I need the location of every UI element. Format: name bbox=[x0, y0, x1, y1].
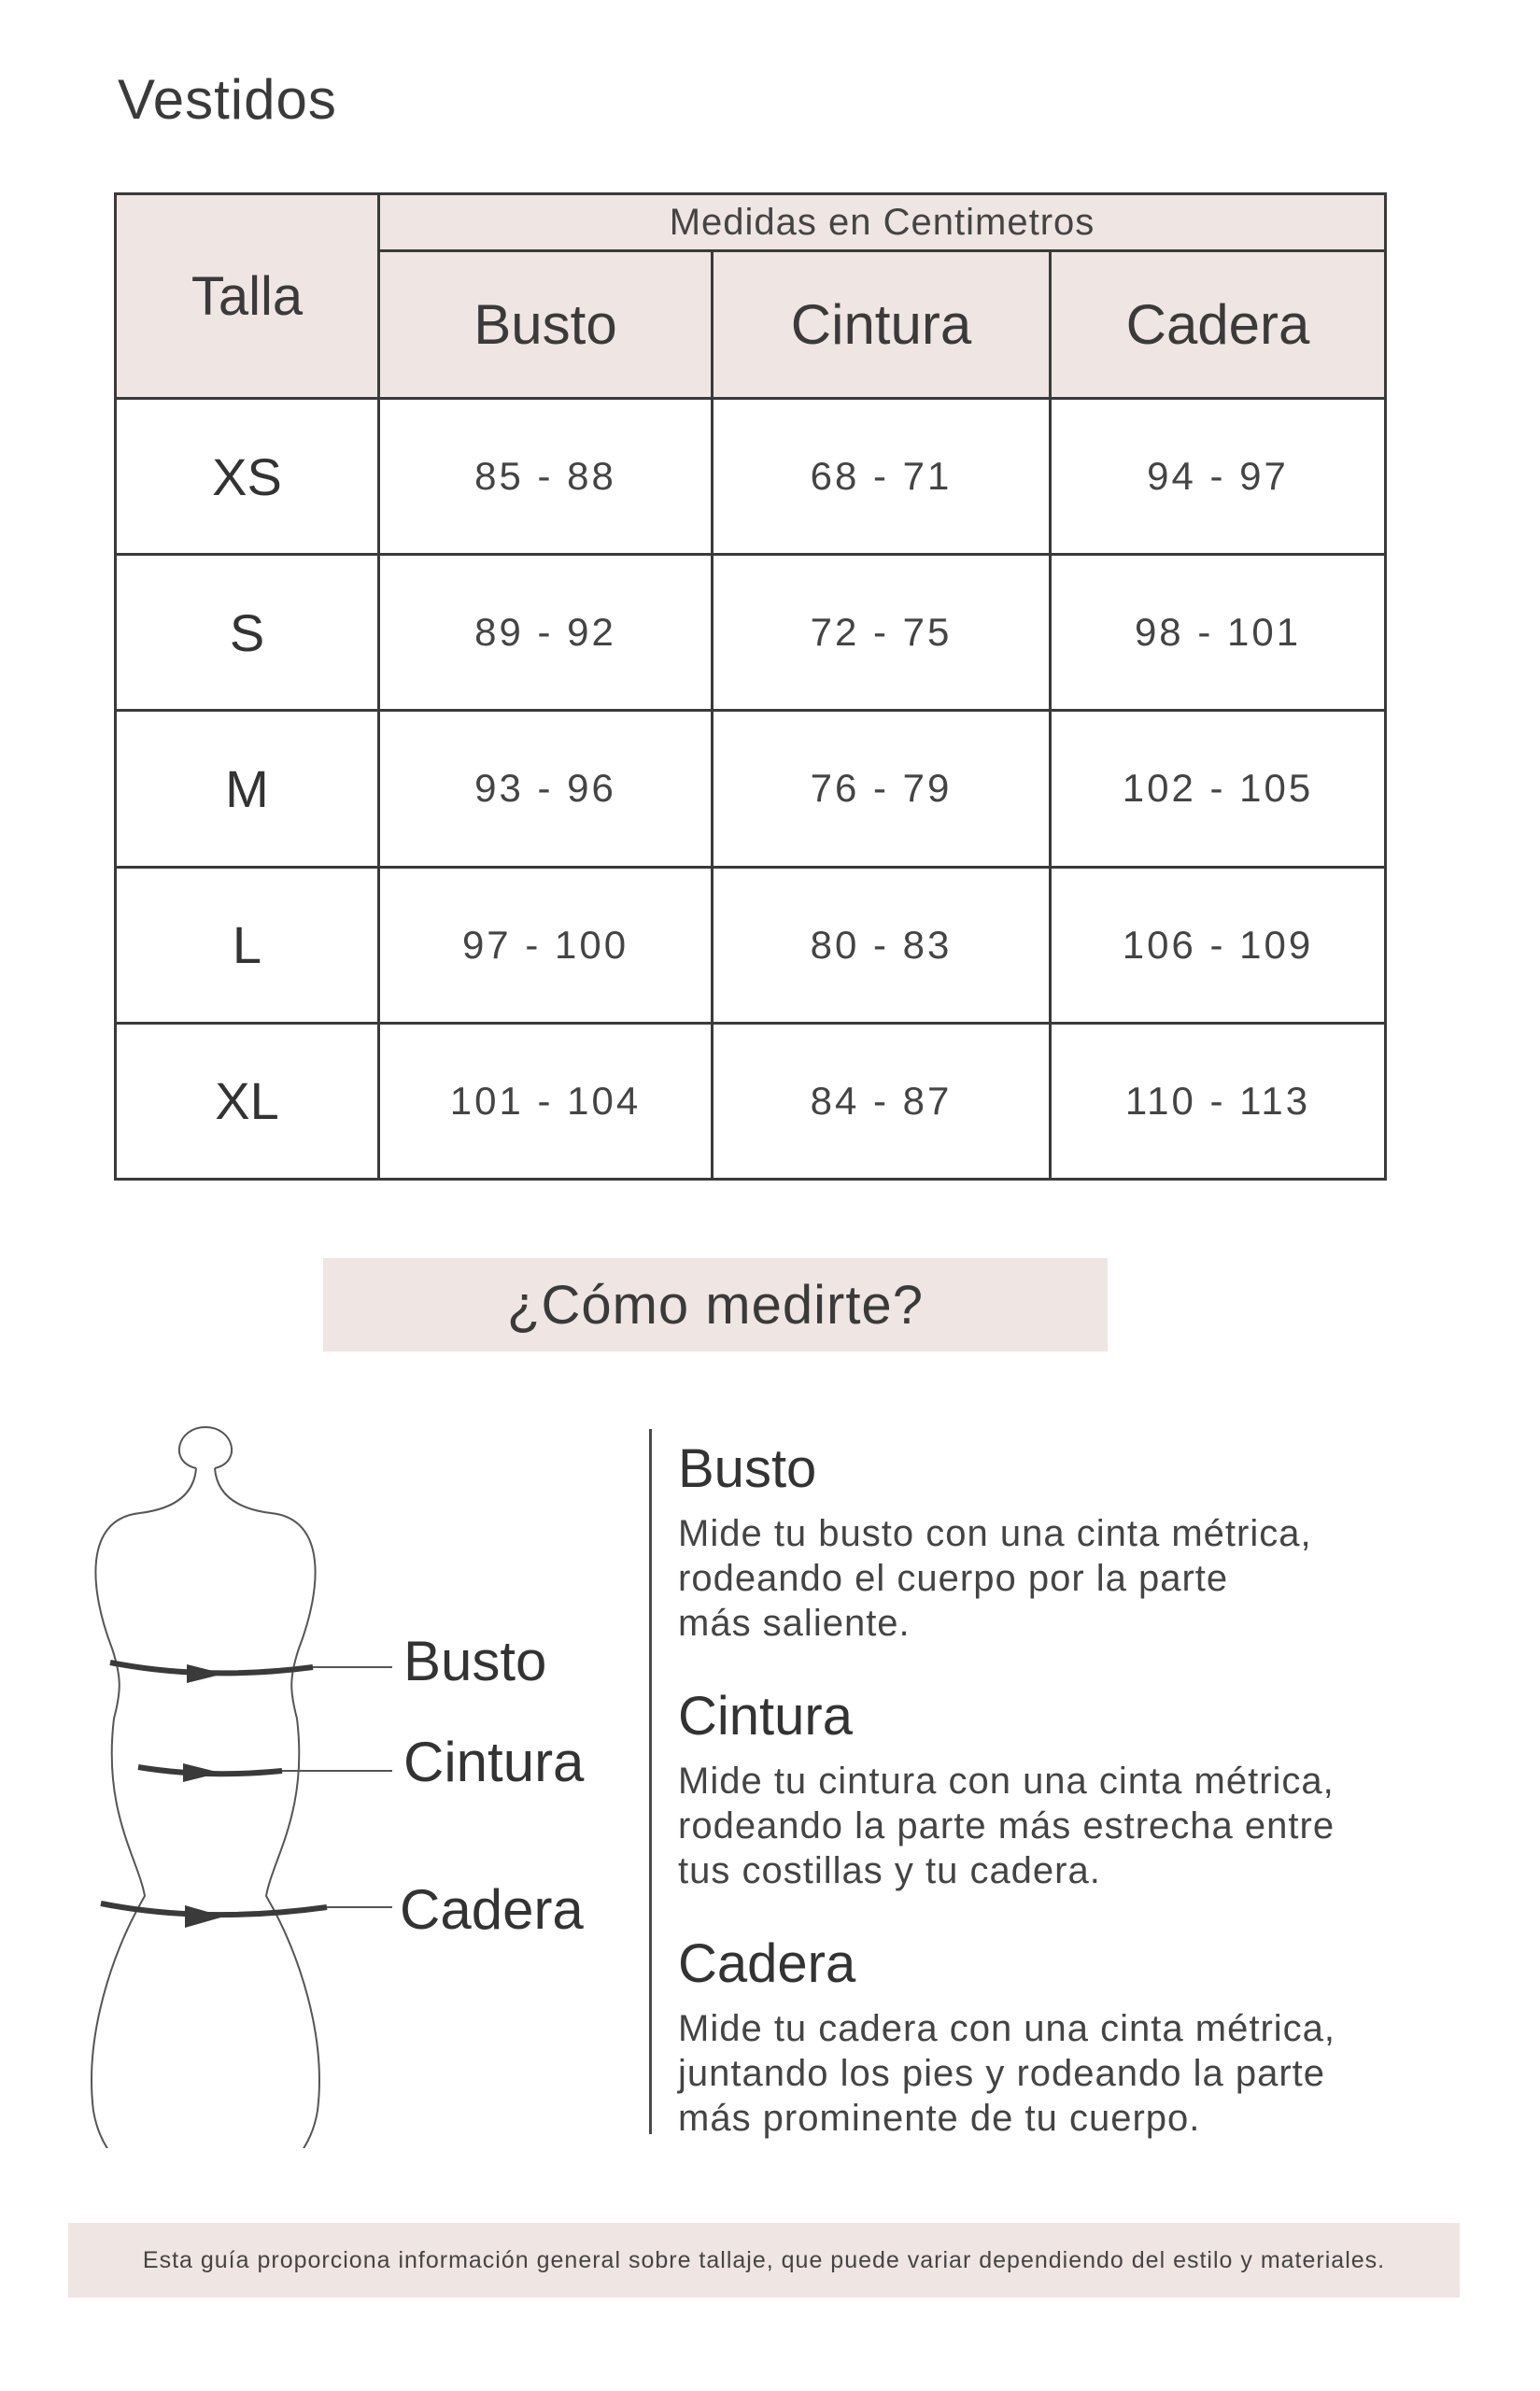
hip-arrow-icon bbox=[185, 1905, 224, 1928]
busto-cell: 93 - 96 bbox=[379, 711, 713, 867]
figure-label-cintura: Cintura bbox=[403, 1731, 585, 1793]
cadera-cell: 98 - 101 bbox=[1051, 555, 1386, 711]
footer-disclaimer bbox=[68, 2223, 1460, 2298]
instruction-text: Mide tu cintura con una cinta métrica, rodeando la parte más estrecha entre tus costillas y tu cadera. bbox=[678, 1761, 1335, 1891]
table-row bbox=[116, 867, 1386, 1023]
tape-arrows bbox=[183, 1664, 224, 1928]
cintura-cell: 76 - 79 bbox=[713, 711, 1051, 867]
instruction-title: Cintura bbox=[678, 1686, 853, 1747]
instruction-text: Mide tu cadera con una cinta métrica, juntando los pies y rodeando la parte más prominente de tu cuerpo. bbox=[678, 2008, 1336, 2139]
instruction-busto bbox=[678, 1436, 1481, 1646]
cadera-cell: 110 - 113 bbox=[1051, 1023, 1386, 1179]
cadera-cell: 102 - 105 bbox=[1051, 711, 1386, 867]
table-row bbox=[116, 1023, 1386, 1179]
how-to-measure-heading: ¿Cómo medirte? bbox=[323, 1258, 1108, 1351]
mannequin-illustration bbox=[75, 1420, 411, 2148]
cadera-cell: 106 - 109 bbox=[1051, 867, 1386, 1023]
size-cell: M bbox=[116, 711, 379, 867]
size-column-header: Talla bbox=[116, 194, 379, 399]
busto-cell: 85 - 88 bbox=[379, 399, 713, 555]
instruction-title: Cadera bbox=[678, 1933, 856, 1994]
table-row bbox=[116, 399, 1386, 555]
column-header-cintura: Cintura bbox=[713, 251, 1051, 399]
footer-text: Esta guía proporciona información general sobre tallaje, que puede variar dependiendo del estilo y materiales. bbox=[142, 2246, 1386, 2273]
label-leader-lines bbox=[282, 1667, 392, 1907]
instruction-cintura bbox=[678, 1684, 1481, 1893]
instruction-text: Mide tu busto con una cinta métrica, rodeando el cuerpo por la parte más saliente. bbox=[678, 1513, 1312, 1644]
page-title: Vestidos bbox=[118, 68, 337, 131]
figure-label-busto: Busto bbox=[403, 1630, 547, 1692]
busto-cell: 101 - 104 bbox=[379, 1023, 713, 1179]
cadera-cell: 94 - 97 bbox=[1051, 399, 1386, 555]
cintura-cell: 72 - 75 bbox=[713, 555, 1051, 711]
instruction-title: Busto bbox=[678, 1438, 817, 1499]
busto-cell: 89 - 92 bbox=[379, 555, 713, 711]
size-cell: XS bbox=[116, 399, 379, 555]
bust-arrow-icon bbox=[187, 1664, 224, 1683]
section-divider bbox=[649, 1429, 652, 2134]
size-cell: S bbox=[116, 555, 379, 711]
instruction-cadera bbox=[678, 1931, 1481, 2141]
figure-label-cadera: Cadera bbox=[400, 1878, 584, 1941]
cintura-cell: 80 - 83 bbox=[713, 867, 1051, 1023]
mannequin-outline bbox=[92, 1427, 319, 2148]
column-header-busto: Busto bbox=[379, 251, 713, 399]
table-row bbox=[116, 711, 1386, 867]
cintura-cell: 84 - 87 bbox=[713, 1023, 1051, 1179]
column-header-cadera: Cadera bbox=[1051, 251, 1386, 399]
size-cell: XL bbox=[116, 1023, 379, 1179]
waist-arrow-icon bbox=[183, 1763, 220, 1782]
busto-cell: 97 - 100 bbox=[379, 867, 713, 1023]
cintura-cell: 68 - 71 bbox=[713, 399, 1051, 555]
size-chart-table bbox=[114, 192, 1387, 1181]
size-cell: L bbox=[116, 867, 379, 1023]
measurements-group-header: Medidas en Centimetros bbox=[379, 194, 1386, 251]
table-row bbox=[116, 555, 1386, 711]
